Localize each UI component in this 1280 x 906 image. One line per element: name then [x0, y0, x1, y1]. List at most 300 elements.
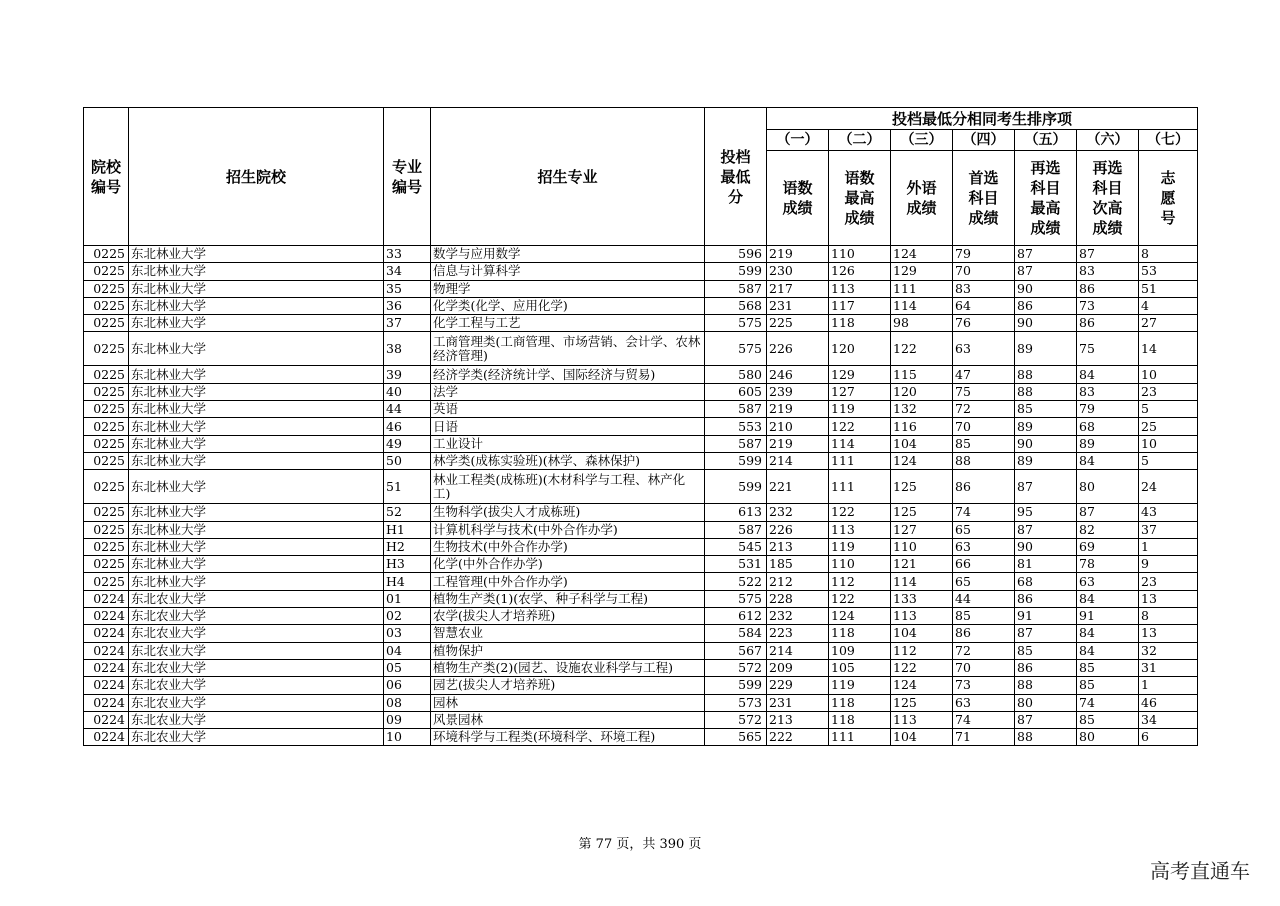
cell-school-code: 0224: [84, 694, 129, 711]
cell-school-code: 0225: [84, 366, 129, 383]
header-major-name: 招生专业: [431, 108, 705, 246]
cell-major-name: 数学与应用数学: [431, 246, 705, 263]
cell-major-code: 38: [384, 332, 431, 366]
header-min-score: 投档 最低 分: [705, 108, 767, 246]
cell-s6: 68: [1077, 418, 1139, 435]
cell-s1: 210: [767, 418, 829, 435]
table-header: [84, 108, 1198, 246]
cell-s4: 65: [953, 521, 1015, 538]
cell-major-name: 法学: [431, 383, 705, 400]
cell-s6: 79: [1077, 401, 1139, 418]
cell-s1: 246: [767, 366, 829, 383]
cell-s6: 87: [1077, 504, 1139, 521]
cell-school-name: 东北林业大学: [129, 573, 384, 590]
table-row: [84, 401, 1198, 418]
cell-min-score: 612: [705, 608, 767, 625]
cell-school-code: 0225: [84, 280, 129, 297]
cell-s6: 78: [1077, 556, 1139, 573]
cell-s6: 86: [1077, 315, 1139, 332]
cell-s3: 127: [891, 521, 953, 538]
cell-s2: 120: [829, 332, 891, 366]
cell-s4: 63: [953, 538, 1015, 555]
cell-min-score: 568: [705, 297, 767, 314]
cell-s5: 86: [1015, 659, 1077, 676]
cell-s1: 232: [767, 608, 829, 625]
cell-s1: 209: [767, 659, 829, 676]
cell-school-code: 0225: [84, 538, 129, 555]
cell-s5: 87: [1015, 711, 1077, 728]
cell-s4: 47: [953, 366, 1015, 383]
table-row: [84, 556, 1198, 573]
cell-min-score: 599: [705, 263, 767, 280]
cell-s1: 239: [767, 383, 829, 400]
cell-s4: 64: [953, 297, 1015, 314]
cell-min-score: 553: [705, 418, 767, 435]
cell-s1: 213: [767, 538, 829, 555]
cell-s3: 125: [891, 470, 953, 504]
cell-major-code: 33: [384, 246, 431, 263]
cell-s2: 110: [829, 246, 891, 263]
cell-school-name: 东北林业大学: [129, 470, 384, 504]
cell-school-code: 0224: [84, 711, 129, 728]
cell-major-name: 物理学: [431, 280, 705, 297]
cell-s3: 113: [891, 608, 953, 625]
cell-s1: 222: [767, 729, 829, 746]
cell-s3: 98: [891, 315, 953, 332]
cell-s5: 90: [1015, 538, 1077, 555]
cell-school-code: 0225: [84, 383, 129, 400]
cell-s7: 14: [1139, 332, 1198, 366]
cell-s6: 83: [1077, 383, 1139, 400]
cell-major-code: 39: [384, 366, 431, 383]
cell-s2: 112: [829, 573, 891, 590]
cell-s3: 125: [891, 504, 953, 521]
cell-min-score: 573: [705, 694, 767, 711]
cell-school-name: 东北农业大学: [129, 608, 384, 625]
cell-s7: 8: [1139, 246, 1198, 263]
cell-s2: 109: [829, 642, 891, 659]
cell-s3: 121: [891, 556, 953, 573]
cell-s7: 13: [1139, 590, 1198, 607]
cell-school-code: 0224: [84, 677, 129, 694]
cell-major-name: 林学类(成栋实验班)(林学、森林保护): [431, 452, 705, 469]
cell-min-score: 565: [705, 729, 767, 746]
table-row: [84, 625, 1198, 642]
cell-school-name: 东北林业大学: [129, 504, 384, 521]
table-row: [84, 659, 1198, 676]
cell-s5: 86: [1015, 590, 1077, 607]
cell-s5: 81: [1015, 556, 1077, 573]
cell-s6: 91: [1077, 608, 1139, 625]
cell-major-name: 工业设计: [431, 435, 705, 452]
cell-s4: 75: [953, 383, 1015, 400]
cell-s1: 228: [767, 590, 829, 607]
cell-s6: 86: [1077, 280, 1139, 297]
cell-s2: 118: [829, 315, 891, 332]
cell-major-name: 化学(中外合作办学): [431, 556, 705, 573]
cell-school-code: 0225: [84, 556, 129, 573]
table-row: [84, 383, 1198, 400]
cell-major-name: 化学工程与工艺: [431, 315, 705, 332]
cell-s7: 5: [1139, 401, 1198, 418]
cell-s2: 119: [829, 677, 891, 694]
cell-major-code: 52: [384, 504, 431, 521]
cell-min-score: 584: [705, 625, 767, 642]
cell-major-code: 35: [384, 280, 431, 297]
cell-s4: 72: [953, 642, 1015, 659]
cell-school-code: 0224: [84, 608, 129, 625]
cell-school-name: 东北林业大学: [129, 521, 384, 538]
cell-s7: 27: [1139, 315, 1198, 332]
cell-min-score: 605: [705, 383, 767, 400]
cell-s3: 111: [891, 280, 953, 297]
cell-school-code: 0225: [84, 246, 129, 263]
cell-major-name: 经济学类(经济统计学、国际经济与贸易): [431, 366, 705, 383]
cell-major-code: H1: [384, 521, 431, 538]
header-school-code: 院校 编号: [84, 108, 129, 246]
cell-min-score: 596: [705, 246, 767, 263]
table-row: [84, 280, 1198, 297]
cell-s2: 105: [829, 659, 891, 676]
cell-s1: 231: [767, 297, 829, 314]
table-row: [84, 418, 1198, 435]
cell-major-name: 智慧农业: [431, 625, 705, 642]
table-row: [84, 435, 1198, 452]
cell-s3: 114: [891, 297, 953, 314]
cell-s5: 90: [1015, 435, 1077, 452]
table-row: [84, 246, 1198, 263]
cell-major-code: 05: [384, 659, 431, 676]
cell-major-name: 林业工程类(成栋班)(木材科学与工程、林产化工): [431, 470, 705, 504]
cell-s3: 125: [891, 694, 953, 711]
cell-s4: 86: [953, 470, 1015, 504]
cell-major-code: 50: [384, 452, 431, 469]
cell-s4: 74: [953, 711, 1015, 728]
cell-min-score: 575: [705, 590, 767, 607]
cell-s4: 88: [953, 452, 1015, 469]
cell-s3: 124: [891, 246, 953, 263]
cell-s6: 84: [1077, 590, 1139, 607]
cell-s2: 111: [829, 729, 891, 746]
cell-s3: 129: [891, 263, 953, 280]
cell-school-name: 东北林业大学: [129, 263, 384, 280]
cell-s3: 114: [891, 573, 953, 590]
cell-s1: 219: [767, 401, 829, 418]
cell-s6: 63: [1077, 573, 1139, 590]
cell-major-code: 49: [384, 435, 431, 452]
cell-min-score: 575: [705, 332, 767, 366]
cell-s5: 68: [1015, 573, 1077, 590]
cell-s7: 51: [1139, 280, 1198, 297]
cell-school-name: 东北林业大学: [129, 280, 384, 297]
cell-s2: 114: [829, 435, 891, 452]
cell-s2: 124: [829, 608, 891, 625]
cell-major-code: 01: [384, 590, 431, 607]
header-order-name: 语数 最高 成绩: [829, 151, 891, 246]
cell-min-score: 599: [705, 452, 767, 469]
cell-s1: 229: [767, 677, 829, 694]
table-row: [84, 694, 1198, 711]
cell-s6: 84: [1077, 452, 1139, 469]
cell-school-code: 0225: [84, 263, 129, 280]
cell-school-name: 东北林业大学: [129, 332, 384, 366]
cell-s2: 118: [829, 625, 891, 642]
cell-min-score: 580: [705, 366, 767, 383]
cell-min-score: 572: [705, 711, 767, 728]
table-row: [84, 504, 1198, 521]
cell-s2: 127: [829, 383, 891, 400]
cell-s2: 117: [829, 297, 891, 314]
table-body: [84, 246, 1198, 746]
cell-s1: 225: [767, 315, 829, 332]
table-row: [84, 315, 1198, 332]
cell-s6: 85: [1077, 659, 1139, 676]
cell-s7: 5: [1139, 452, 1198, 469]
cell-s7: 13: [1139, 625, 1198, 642]
cell-s4: 63: [953, 694, 1015, 711]
cell-s2: 122: [829, 418, 891, 435]
cell-s1: 230: [767, 263, 829, 280]
cell-min-score: 531: [705, 556, 767, 573]
cell-s3: 116: [891, 418, 953, 435]
cell-s6: 89: [1077, 435, 1139, 452]
cell-major-code: 46: [384, 418, 431, 435]
cell-s1: 223: [767, 625, 829, 642]
cell-school-code: 0225: [84, 332, 129, 366]
header-order-label: （一）: [767, 130, 829, 151]
cell-school-code: 0224: [84, 625, 129, 642]
cell-school-name: 东北林业大学: [129, 383, 384, 400]
cell-s6: 84: [1077, 366, 1139, 383]
cell-school-name: 东北农业大学: [129, 659, 384, 676]
cell-major-name: 风景园林: [431, 711, 705, 728]
cell-school-name: 东北农业大学: [129, 625, 384, 642]
cell-major-code: 03: [384, 625, 431, 642]
cell-s7: 1: [1139, 538, 1198, 555]
cell-min-score: 522: [705, 573, 767, 590]
header-order-label: （七）: [1139, 130, 1198, 151]
cell-major-code: 51: [384, 470, 431, 504]
cell-s7: 34: [1139, 711, 1198, 728]
page-footer: 第 77 页，共 390 页: [578, 837, 702, 852]
cell-s2: 111: [829, 470, 891, 504]
header-major-code: 专业 编号: [384, 108, 431, 246]
cell-s4: 70: [953, 263, 1015, 280]
cell-school-name: 东北农业大学: [129, 677, 384, 694]
cell-s6: 82: [1077, 521, 1139, 538]
cell-s4: 71: [953, 729, 1015, 746]
cell-s6: 80: [1077, 470, 1139, 504]
cell-school-name: 东北农业大学: [129, 694, 384, 711]
cell-s6: 83: [1077, 263, 1139, 280]
cell-major-code: 37: [384, 315, 431, 332]
header-order-name: 再选 科目 最高 成绩: [1015, 151, 1077, 246]
cell-s7: 31: [1139, 659, 1198, 676]
cell-s1: 214: [767, 642, 829, 659]
cell-major-code: H3: [384, 556, 431, 573]
cell-school-name: 东北农业大学: [129, 590, 384, 607]
cell-major-name: 工商管理类(工商管理、市场营销、会计学、农林经济管理): [431, 332, 705, 366]
cell-school-name: 东北林业大学: [129, 366, 384, 383]
cell-s3: 133: [891, 590, 953, 607]
table-row: [84, 711, 1198, 728]
cell-s7: 1: [1139, 677, 1198, 694]
table-row: [84, 521, 1198, 538]
cell-s1: 217: [767, 280, 829, 297]
cell-s4: 70: [953, 418, 1015, 435]
cell-s5: 87: [1015, 246, 1077, 263]
cell-s2: 118: [829, 711, 891, 728]
header-sort-group: 投档最低分相同考生排序项: [767, 108, 1198, 130]
cell-min-score: 599: [705, 470, 767, 504]
cell-min-score: 587: [705, 401, 767, 418]
cell-min-score: 613: [705, 504, 767, 521]
cell-s5: 89: [1015, 452, 1077, 469]
cell-s4: 66: [953, 556, 1015, 573]
header-order-label: （二）: [829, 130, 891, 151]
cell-s5: 88: [1015, 366, 1077, 383]
cell-s2: 119: [829, 401, 891, 418]
cell-s1: 212: [767, 573, 829, 590]
cell-s3: 122: [891, 659, 953, 676]
cell-s6: 84: [1077, 625, 1139, 642]
cell-s2: 118: [829, 694, 891, 711]
cell-s3: 110: [891, 538, 953, 555]
table-row: [84, 590, 1198, 607]
cell-s5: 86: [1015, 297, 1077, 314]
cell-school-code: 0225: [84, 401, 129, 418]
header-order-label: （四）: [953, 130, 1015, 151]
cell-s4: 85: [953, 608, 1015, 625]
cell-s4: 86: [953, 625, 1015, 642]
cell-s6: 74: [1077, 694, 1139, 711]
cell-s7: 46: [1139, 694, 1198, 711]
cell-major-name: 信息与计算科学: [431, 263, 705, 280]
cell-school-code: 0225: [84, 521, 129, 538]
table-row: [84, 642, 1198, 659]
cell-school-name: 东北林业大学: [129, 401, 384, 418]
cell-major-name: 植物生产类(1)(农学、种子科学与工程): [431, 590, 705, 607]
cell-s7: 9: [1139, 556, 1198, 573]
cell-school-code: 0225: [84, 504, 129, 521]
admission-table: [83, 107, 1198, 746]
table-row: [84, 677, 1198, 694]
cell-major-name: 环境科学与工程类(环境科学、环境工程): [431, 729, 705, 746]
cell-school-name: 东北林业大学: [129, 538, 384, 555]
cell-s2: 113: [829, 521, 891, 538]
cell-s5: 87: [1015, 625, 1077, 642]
cell-s7: 10: [1139, 366, 1198, 383]
cell-s5: 91: [1015, 608, 1077, 625]
cell-s7: 23: [1139, 383, 1198, 400]
cell-s4: 83: [953, 280, 1015, 297]
table-row: [84, 608, 1198, 625]
cell-s6: 85: [1077, 711, 1139, 728]
cell-school-name: 东北林业大学: [129, 435, 384, 452]
cell-s1: 185: [767, 556, 829, 573]
cell-school-code: 0225: [84, 315, 129, 332]
cell-school-name: 东北林业大学: [129, 246, 384, 263]
cell-major-code: 06: [384, 677, 431, 694]
cell-s1: 214: [767, 452, 829, 469]
cell-s6: 75: [1077, 332, 1139, 366]
cell-school-code: 0225: [84, 470, 129, 504]
cell-s2: 126: [829, 263, 891, 280]
cell-s3: 124: [891, 452, 953, 469]
cell-major-name: 生物技术(中外合作办学): [431, 538, 705, 555]
cell-s6: 80: [1077, 729, 1139, 746]
cell-major-code: 40: [384, 383, 431, 400]
cell-s3: 112: [891, 642, 953, 659]
cell-s7: 32: [1139, 642, 1198, 659]
cell-min-score: 599: [705, 677, 767, 694]
header-order-label: （三）: [891, 130, 953, 151]
cell-min-score: 587: [705, 280, 767, 297]
cell-major-code: 02: [384, 608, 431, 625]
cell-s4: 44: [953, 590, 1015, 607]
cell-s5: 90: [1015, 315, 1077, 332]
cell-s1: 219: [767, 246, 829, 263]
cell-s4: 73: [953, 677, 1015, 694]
table-row: [84, 263, 1198, 280]
cell-major-name: 计算机科学与技术(中外合作办学): [431, 521, 705, 538]
cell-school-name: 东北林业大学: [129, 297, 384, 314]
cell-school-code: 0225: [84, 435, 129, 452]
table-row: [84, 573, 1198, 590]
cell-s1: 219: [767, 435, 829, 452]
cell-s3: 104: [891, 729, 953, 746]
cell-major-name: 农学(拔尖人才培养班): [431, 608, 705, 625]
cell-major-code: H4: [384, 573, 431, 590]
cell-school-name: 东北农业大学: [129, 711, 384, 728]
cell-major-code: 44: [384, 401, 431, 418]
cell-s7: 24: [1139, 470, 1198, 504]
cell-major-name: 工程管理(中外合作办学): [431, 573, 705, 590]
cell-s2: 113: [829, 280, 891, 297]
cell-s1: 213: [767, 711, 829, 728]
cell-school-name: 东北林业大学: [129, 556, 384, 573]
cell-school-name: 东北林业大学: [129, 315, 384, 332]
cell-s4: 85: [953, 435, 1015, 452]
cell-school-code: 0224: [84, 590, 129, 607]
cell-s5: 80: [1015, 694, 1077, 711]
cell-s2: 122: [829, 504, 891, 521]
cell-school-name: 东北农业大学: [129, 642, 384, 659]
table-row: [84, 538, 1198, 555]
cell-s1: 226: [767, 332, 829, 366]
cell-school-code: 0225: [84, 452, 129, 469]
header-order-name: 志 愿 号: [1139, 151, 1198, 246]
cell-min-score: 567: [705, 642, 767, 659]
cell-s7: 8: [1139, 608, 1198, 625]
cell-s4: 70: [953, 659, 1015, 676]
cell-s3: 120: [891, 383, 953, 400]
cell-major-name: 生物科学(拔尖人才成栋班): [431, 504, 705, 521]
cell-major-code: 36: [384, 297, 431, 314]
cell-school-name: 东北林业大学: [129, 418, 384, 435]
cell-school-name: 东北林业大学: [129, 452, 384, 469]
cell-s2: 129: [829, 366, 891, 383]
cell-school-code: 0225: [84, 418, 129, 435]
table-row: [84, 366, 1198, 383]
cell-min-score: 575: [705, 315, 767, 332]
cell-s6: 87: [1077, 246, 1139, 263]
cell-s2: 122: [829, 590, 891, 607]
table-row: [84, 297, 1198, 314]
cell-major-code: 34: [384, 263, 431, 280]
table-row: [84, 470, 1198, 504]
cell-min-score: 587: [705, 521, 767, 538]
